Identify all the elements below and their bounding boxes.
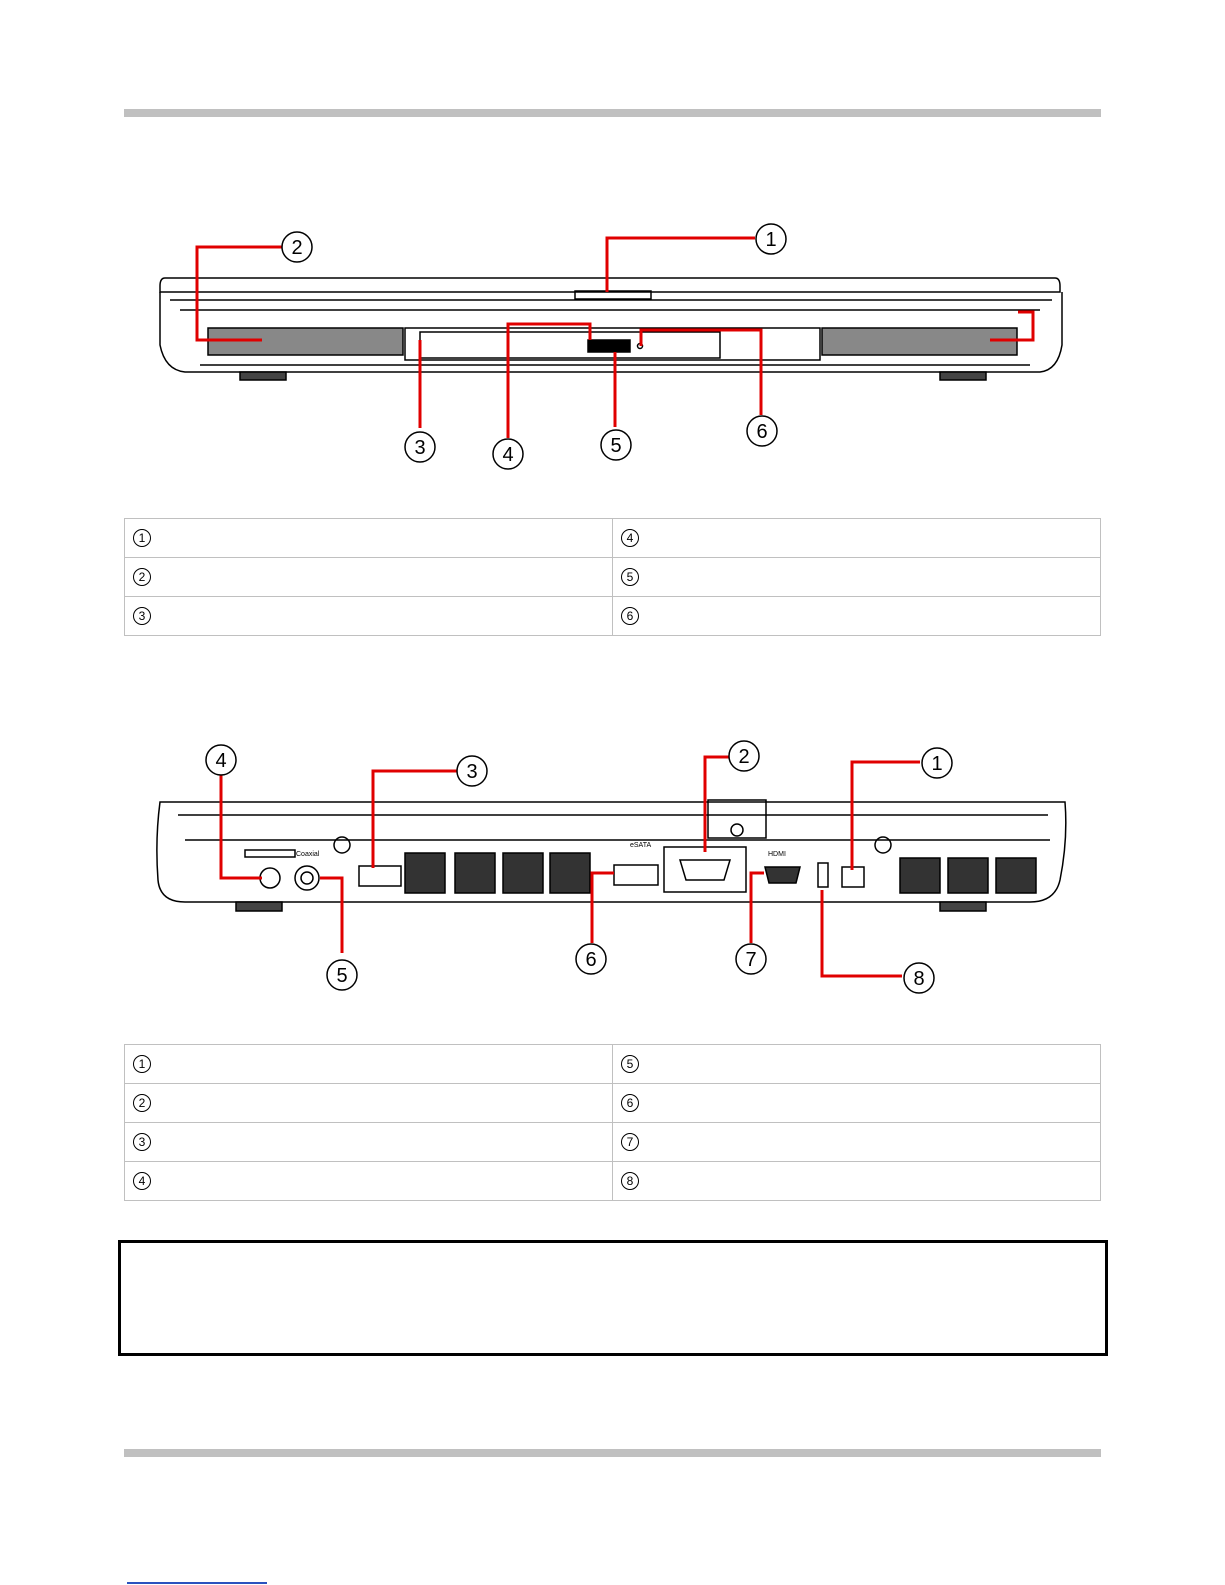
rear-callout-3: 3 xyxy=(466,761,478,783)
front-callout-2: 2 xyxy=(291,237,303,259)
legend-number: 6 xyxy=(621,607,639,625)
legend-number: 1 xyxy=(133,529,151,547)
port-label-esata: eSATA xyxy=(630,842,652,849)
table-row xyxy=(125,519,1101,558)
footer-link[interactable] xyxy=(127,1582,267,1584)
legend-number: 2 xyxy=(133,1094,151,1112)
front-view-figure xyxy=(0,220,1225,480)
table-row xyxy=(125,1084,1101,1123)
laptop-front-illustration xyxy=(160,278,1062,380)
legend-number: 7 xyxy=(621,1133,639,1151)
front-callout-1: 1 xyxy=(765,229,777,251)
front-legend-table xyxy=(124,518,1101,636)
legend-number: 6 xyxy=(621,1094,639,1112)
rear-callout-1: 1 xyxy=(931,753,943,775)
front-callout-5: 5 xyxy=(610,435,622,457)
rear-callout-2: 2 xyxy=(738,746,750,768)
rear-callout-6: 6 xyxy=(585,949,597,971)
legend-number: 3 xyxy=(133,1133,151,1151)
legend-number: 5 xyxy=(621,568,639,586)
legend-number: 5 xyxy=(621,1055,639,1073)
front-callout-4: 4 xyxy=(502,444,514,466)
front-callout-6: 6 xyxy=(756,421,768,443)
note-box xyxy=(118,1240,1108,1356)
table-row xyxy=(125,597,1101,636)
rear-view-figure xyxy=(0,740,1225,1000)
rear-callout-7: 7 xyxy=(745,949,757,971)
rear-callout-8: 8 xyxy=(913,968,925,990)
rear-legend-table xyxy=(124,1044,1101,1201)
table-row xyxy=(125,1045,1101,1084)
legend-number: 2 xyxy=(133,568,151,586)
header-rule xyxy=(124,109,1101,117)
legend-number: 8 xyxy=(621,1172,639,1190)
legend-number: 4 xyxy=(621,529,639,547)
front-callout-3: 3 xyxy=(414,437,426,459)
laptop-rear-illustration xyxy=(157,800,1066,911)
legend-number: 4 xyxy=(133,1172,151,1190)
footer-rule xyxy=(124,1449,1101,1457)
table-row xyxy=(125,1162,1101,1201)
port-label-coaxial: Coaxial xyxy=(296,851,320,858)
rear-callout-5: 5 xyxy=(336,965,348,987)
table-row xyxy=(125,1123,1101,1162)
port-label-hdmi: HDMI xyxy=(768,851,786,858)
legend-number: 3 xyxy=(133,607,151,625)
rear-callout-4: 4 xyxy=(215,750,227,772)
legend-number: 1 xyxy=(133,1055,151,1073)
table-row xyxy=(125,558,1101,597)
